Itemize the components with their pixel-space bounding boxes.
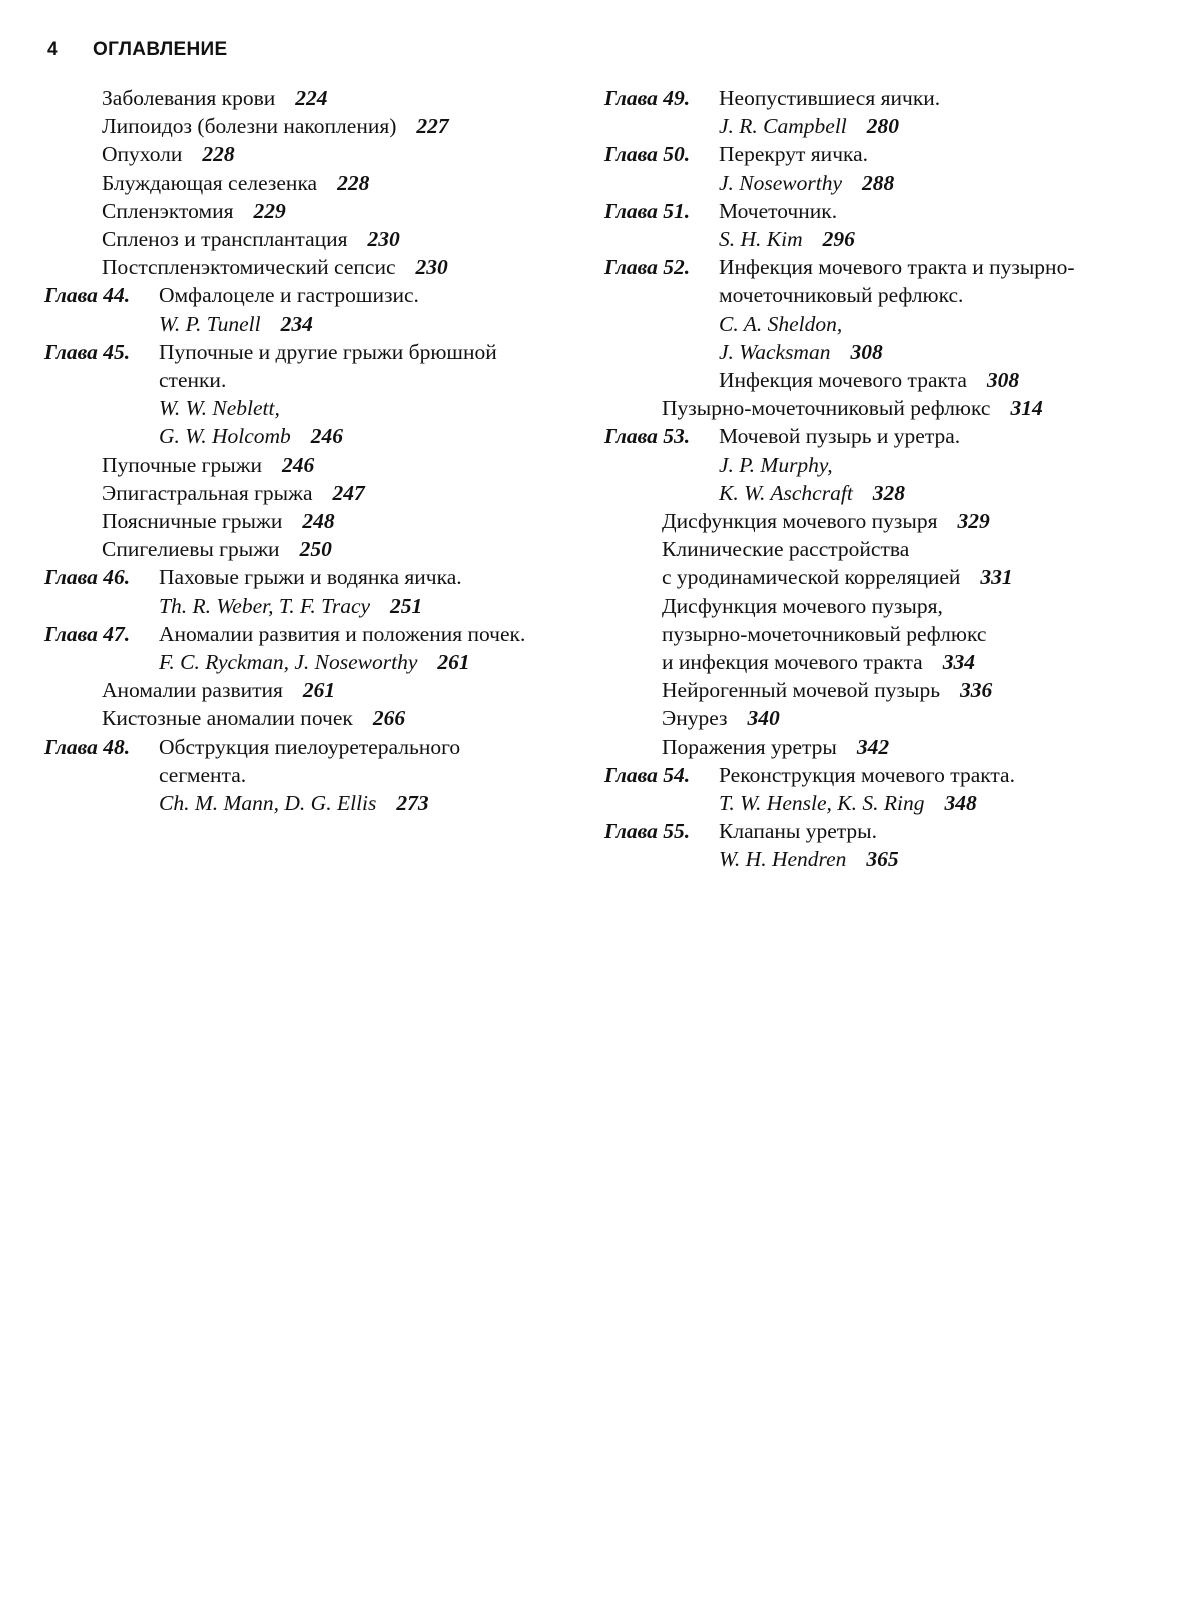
chapter-51[interactable] [604, 197, 1164, 253]
chapter-title: Клапаны уретры. [719, 819, 877, 844]
page-ref: 334 [942, 650, 975, 675]
entry-title: Энурез [662, 706, 728, 731]
page-ref: 228 [337, 170, 370, 195]
chapter-title: Перекрут яичка. [719, 142, 869, 167]
page-ref: 230 [415, 255, 448, 280]
chapter-title: Пупочные и другие грыжи брюшной [159, 339, 497, 364]
chapter-authors: W. P. Tunell [159, 311, 261, 336]
entry-title: Нейрогенный мочевой пузырь [662, 678, 941, 703]
entry-title-cont: и инфекция мочевого тракта [662, 650, 923, 675]
chapter-label: Глава 44. [44, 283, 131, 308]
page-ref: 365 [866, 847, 899, 872]
chapter-authors: W. H. Hendren [719, 847, 847, 872]
page-ref: 314 [1010, 396, 1043, 421]
chapter-authors: Th. R. Weber, T. F. Tracy [159, 593, 371, 618]
entry-title: Поясничные грыжи [102, 509, 283, 534]
page-ref: 251 [390, 593, 423, 618]
entry-title: Пупочные грыжи [102, 452, 263, 477]
chapter-title: Инфекция мочевого тракта и пузырно- [719, 255, 1075, 280]
running-title: ОГЛАВЛЕНИЕ [93, 39, 228, 60]
toc-entry[interactable] [44, 676, 589, 704]
toc-entry[interactable] [44, 112, 589, 140]
chapter-authors: W. W. Neblett, [159, 396, 280, 421]
chapter-title-cont: сегмента. [159, 762, 247, 787]
chapter-label: Глава 52. [604, 255, 691, 280]
page-ref: 261 [302, 678, 336, 703]
page-ref: 230 [367, 227, 400, 252]
page-ref: 331 [980, 565, 1013, 590]
chapter-label: Глава 54. [604, 762, 691, 787]
page-ref: 273 [396, 791, 429, 816]
chapter-49[interactable] [604, 84, 1164, 140]
page-ref: 336 [960, 678, 993, 703]
toc-entry[interactable] [44, 225, 589, 253]
toc-entry[interactable] [604, 394, 1164, 422]
page-ref: 234 [280, 311, 313, 336]
page-ref: 266 [372, 706, 406, 731]
page-ref: 328 [872, 480, 906, 505]
chapter-55[interactable] [604, 817, 1164, 873]
entry-title: Опухоли [102, 142, 183, 167]
entry-title: Заболевания крови [102, 86, 276, 110]
page-ref: 228 [202, 142, 235, 167]
entry-title-cont: пузырно-мочеточниковый рефлюкс [662, 621, 987, 646]
toc-left-column [44, 84, 589, 817]
page-ref: 247 [332, 480, 365, 505]
toc-entry[interactable] [44, 479, 589, 507]
page-ref: 224 [295, 86, 328, 110]
chapter-title: Реконструкция мочевого тракта. [719, 762, 1015, 787]
page-ref: 288 [862, 170, 895, 195]
chapter-authors: C. A. Sheldon, [719, 311, 843, 336]
entry-title: Блуждающая селезенка [102, 170, 318, 195]
page-number: 4 [47, 39, 58, 60]
chapter-authors: J. Noseworthy [719, 170, 843, 195]
chapter-label: Глава 49. [604, 86, 691, 110]
entry-title: Кистозные аномалии почек [102, 706, 353, 731]
page-ref: 248 [302, 509, 335, 534]
chapter-title: Неопустившиеся яички. [719, 86, 941, 110]
chapter-title: Мочевой пузырь и уретра. [719, 424, 961, 449]
toc-entry[interactable] [44, 535, 589, 563]
toc-right-column [604, 84, 1164, 874]
entry-title: Дисфункция мочевого пузыря, [662, 593, 943, 618]
page-ref: 250 [299, 537, 332, 562]
entry-title: Спленоз и трансплантация [102, 227, 348, 252]
entry-title: Спигелиевы грыжи [102, 537, 280, 562]
chapter-label: Глава 47. [44, 621, 131, 646]
chapter-title: Омфалоцеле и гастрошизис. [159, 283, 419, 308]
chapter-label: Глава 48. [44, 734, 131, 759]
entry-title: Клинические расстройства [662, 537, 910, 562]
chapter-title: Обструкция пиелоуретерального [159, 734, 461, 759]
chapter-title-cont: мочеточниковый рефлюкс. [719, 283, 964, 308]
toc-entry[interactable] [604, 507, 1164, 535]
page-ref: 348 [944, 791, 977, 816]
chapter-title-cont: стенки. [159, 368, 227, 393]
page-ref: 246 [282, 452, 315, 477]
toc-entry[interactable] [44, 451, 589, 479]
entry-title: Постспленэктомический сепсис [102, 255, 396, 280]
toc-entry[interactable] [604, 676, 1164, 704]
toc-entry[interactable] [44, 704, 589, 732]
toc-entry[interactable] [604, 704, 1164, 732]
page-ref: 229 [253, 198, 286, 223]
chapter-label: Глава 45. [44, 339, 131, 364]
entry-title: Эпигастральная грыжа [102, 480, 313, 505]
entry-title: Липоидоз (болезни накопления) [102, 114, 397, 139]
chapter-authors: Ch. M. Mann, D. G. Ellis [159, 791, 377, 816]
entry-title: Поражения уретры [662, 734, 837, 759]
chapter-authors: T. W. Hensle, K. S. Ring [719, 791, 925, 816]
chapter-authors: G. W. Holcomb [159, 424, 291, 449]
page-ref: 280 [866, 114, 900, 139]
entry-title: Аномалии развития [102, 678, 283, 703]
page-ref: 227 [416, 114, 449, 139]
page-ref: 340 [747, 706, 780, 731]
chapter-title: Паховые грыжи и водянка яичка. [159, 565, 462, 590]
chapter-label: Глава 46. [44, 565, 131, 590]
chapter-title: Аномалии развития и положения почек. [159, 621, 526, 646]
toc-entry[interactable] [44, 140, 589, 168]
chapter-53[interactable] [604, 422, 1164, 507]
toc-entry[interactable] [604, 592, 1164, 677]
entry-title-cont: с уродинамической корреляцией [662, 565, 961, 590]
page-ref: 308 [850, 339, 883, 364]
chapter-label: Глава 50. [604, 142, 691, 167]
entry-title: Дисфункция мочевого пузыря [662, 509, 938, 534]
page-ref: 342 [856, 734, 890, 759]
chapter-52[interactable] [604, 253, 1164, 366]
toc-entry[interactable] [44, 169, 589, 197]
page-ref: 261 [437, 650, 470, 675]
chapter-authors: J. Wacksman [719, 339, 831, 364]
chapter-title: Мочеточник. [719, 198, 838, 223]
chapter-44[interactable] [44, 281, 589, 337]
chapter-label: Глава 55. [604, 819, 691, 844]
chapter-label: Глава 51. [604, 198, 691, 223]
toc-entry[interactable] [604, 733, 1164, 761]
toc-entry[interactable] [44, 197, 589, 225]
page-ref: 329 [957, 509, 990, 534]
toc-entry[interactable] [44, 253, 589, 281]
page-ref: 246 [310, 424, 344, 449]
chapter-46[interactable] [44, 563, 589, 619]
toc-entry[interactable] [604, 366, 1164, 394]
chapter-authors: F. C. Ryckman, J. Noseworthy [159, 650, 418, 675]
chapter-45[interactable] [44, 338, 589, 451]
chapter-authors: J. P. Murphy, [719, 452, 833, 477]
chapter-54[interactable] [604, 761, 1164, 817]
chapter-47[interactable] [44, 620, 589, 676]
chapter-50[interactable] [604, 140, 1164, 196]
toc-entry[interactable] [44, 507, 589, 535]
chapter-label: Глава 53. [604, 424, 691, 449]
chapter-authors: K. W. Aschcraft [719, 480, 853, 505]
chapter-authors: S. H. Kim [719, 227, 803, 252]
entry-title: Пузырно-мочеточниковый рефлюкс [662, 396, 991, 421]
toc-entry[interactable] [44, 84, 589, 112]
toc-entry[interactable] [604, 535, 1164, 591]
page-ref: 308 [986, 368, 1020, 393]
entry-title: Спленэктомия [102, 198, 234, 223]
chapter-48[interactable] [44, 733, 589, 818]
entry-title: Инфекция мочевого тракта [719, 368, 967, 393]
running-header [47, 39, 227, 61]
page-ref: 296 [822, 227, 855, 252]
chapter-authors: J. R. Campbell [719, 114, 847, 139]
